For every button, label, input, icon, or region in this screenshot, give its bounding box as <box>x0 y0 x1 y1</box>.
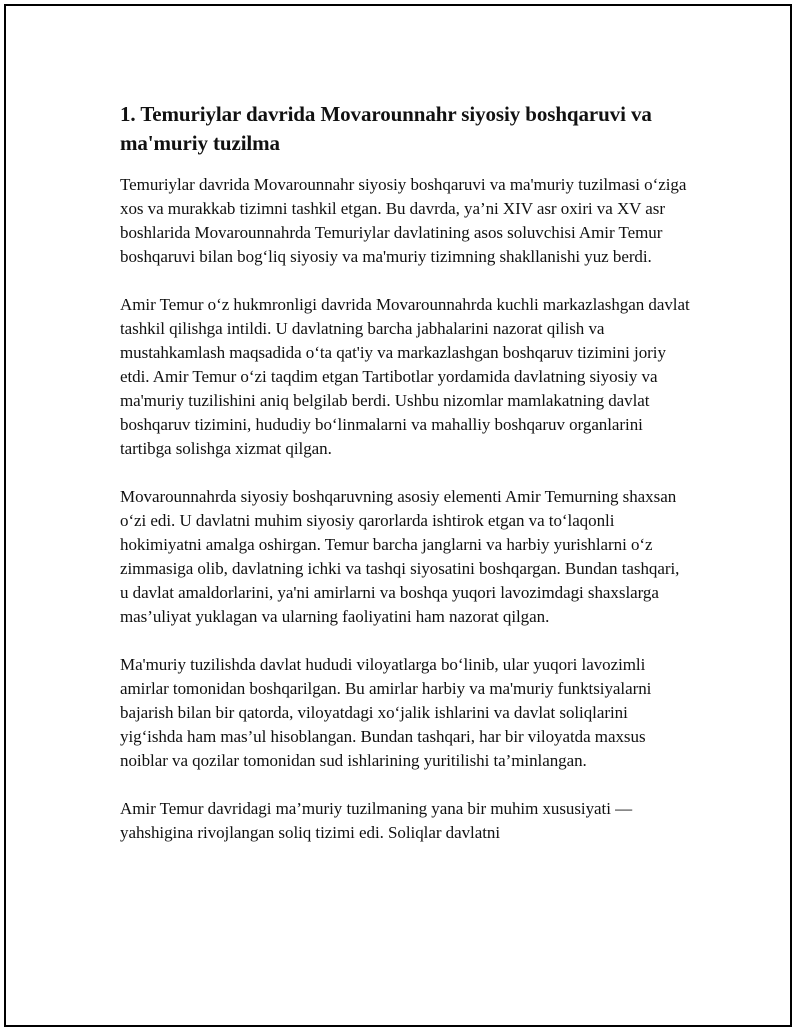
paragraph-1: Temuriylar davrida Movarounnahr siyosiy boshqaruvi va ma'muriy tuzilmasi o‘ziga xos va murakkab tizimni tashkil etgan. Bu davrda, ya’ni XIV asr oxiri va XV asr boshlarida Movarounnahrda Temuriylar davlatining asos soluvchisi Amir Temur boshqaruvi bilan bog‘liq siyosiy va ma'muriy tizimning shakllanishi yuz berdi. <box>120 175 687 266</box>
paragraph-4: Ma'muriy tuzilishda davlat hududi viloyatlarga bo‘linib, ular yuqori lavozimli amirlar tomonidan boshqarilgan. Bu amirlar harbiy va ma'muriy funktsiyalarni bajarish bilan bir qatorda, viloyatdagi xo‘jalik ishlarini va davlat soliqlarini yig‘ishda ham mas’ul hisoblangan. Bundan tashqari, har bir viloyatda maxsus noiblar va qozilar tomonidan sud ishlarining yuritilishi ta’minlangan. <box>120 655 652 770</box>
page-frame <box>4 4 792 1027</box>
document-body <box>120 100 690 869</box>
paragraph-3: Movarounnahrda siyosiy boshqaruvning asosiy elementi Amir Temurning shaxsan o‘zi edi. U davlatni muhim siyosiy qarorlarda ishtirok etgan va to‘laqonli hokimiyatni amalga oshirgan. Temur barcha janglarni va harbiy yurishlarni o‘z zimmasiga olib, davlatning ichki va tashqi siyosatini boshqargan. Bundan tashqari, u davlat amaldorlarini, ya'ni amirlarni va boshqa yuqori lavozimdagi shaxslarga mas’uliyat yuklagan va ularning faoliyatini ham nazorat qilgan. <box>120 487 680 626</box>
section-heading: 1. Temuriylar davrida Movarounnahr siyosiy boshqaruvi va ma'muriy tuzilma <box>120 102 652 155</box>
paragraph-2: Amir Temur o‘z hukmronligi davrida Movarounnahrda kuchli markazlashgan davlat tashkil qilishga intildi. U davlatning barcha jabhalarini nazorat qilish va mustahkamlash maqsadida o‘ta qat'iy va markazlashgan boshqaruv tizimini joriy etdi. Amir Temur o‘zi taqdim etgan Tartibotlar yordamida davlatning siyosiy va ma'muriy tuzilishini aniq belgilab berdi. Ushbu nizomlar mamlakatning davlat boshqaruv tizimini, hududiy bo‘linmalarni va mahalliy boshqaruv organlarini tartibga solishga xizmat qilgan. <box>120 295 690 458</box>
paragraph-5: Amir Temur davridagi ma’muriy tuzilmaning yana bir muhim xususiyati — yahshigina rivojlangan soliq tizimi edi. Soliqlar davlatni <box>120 799 633 842</box>
